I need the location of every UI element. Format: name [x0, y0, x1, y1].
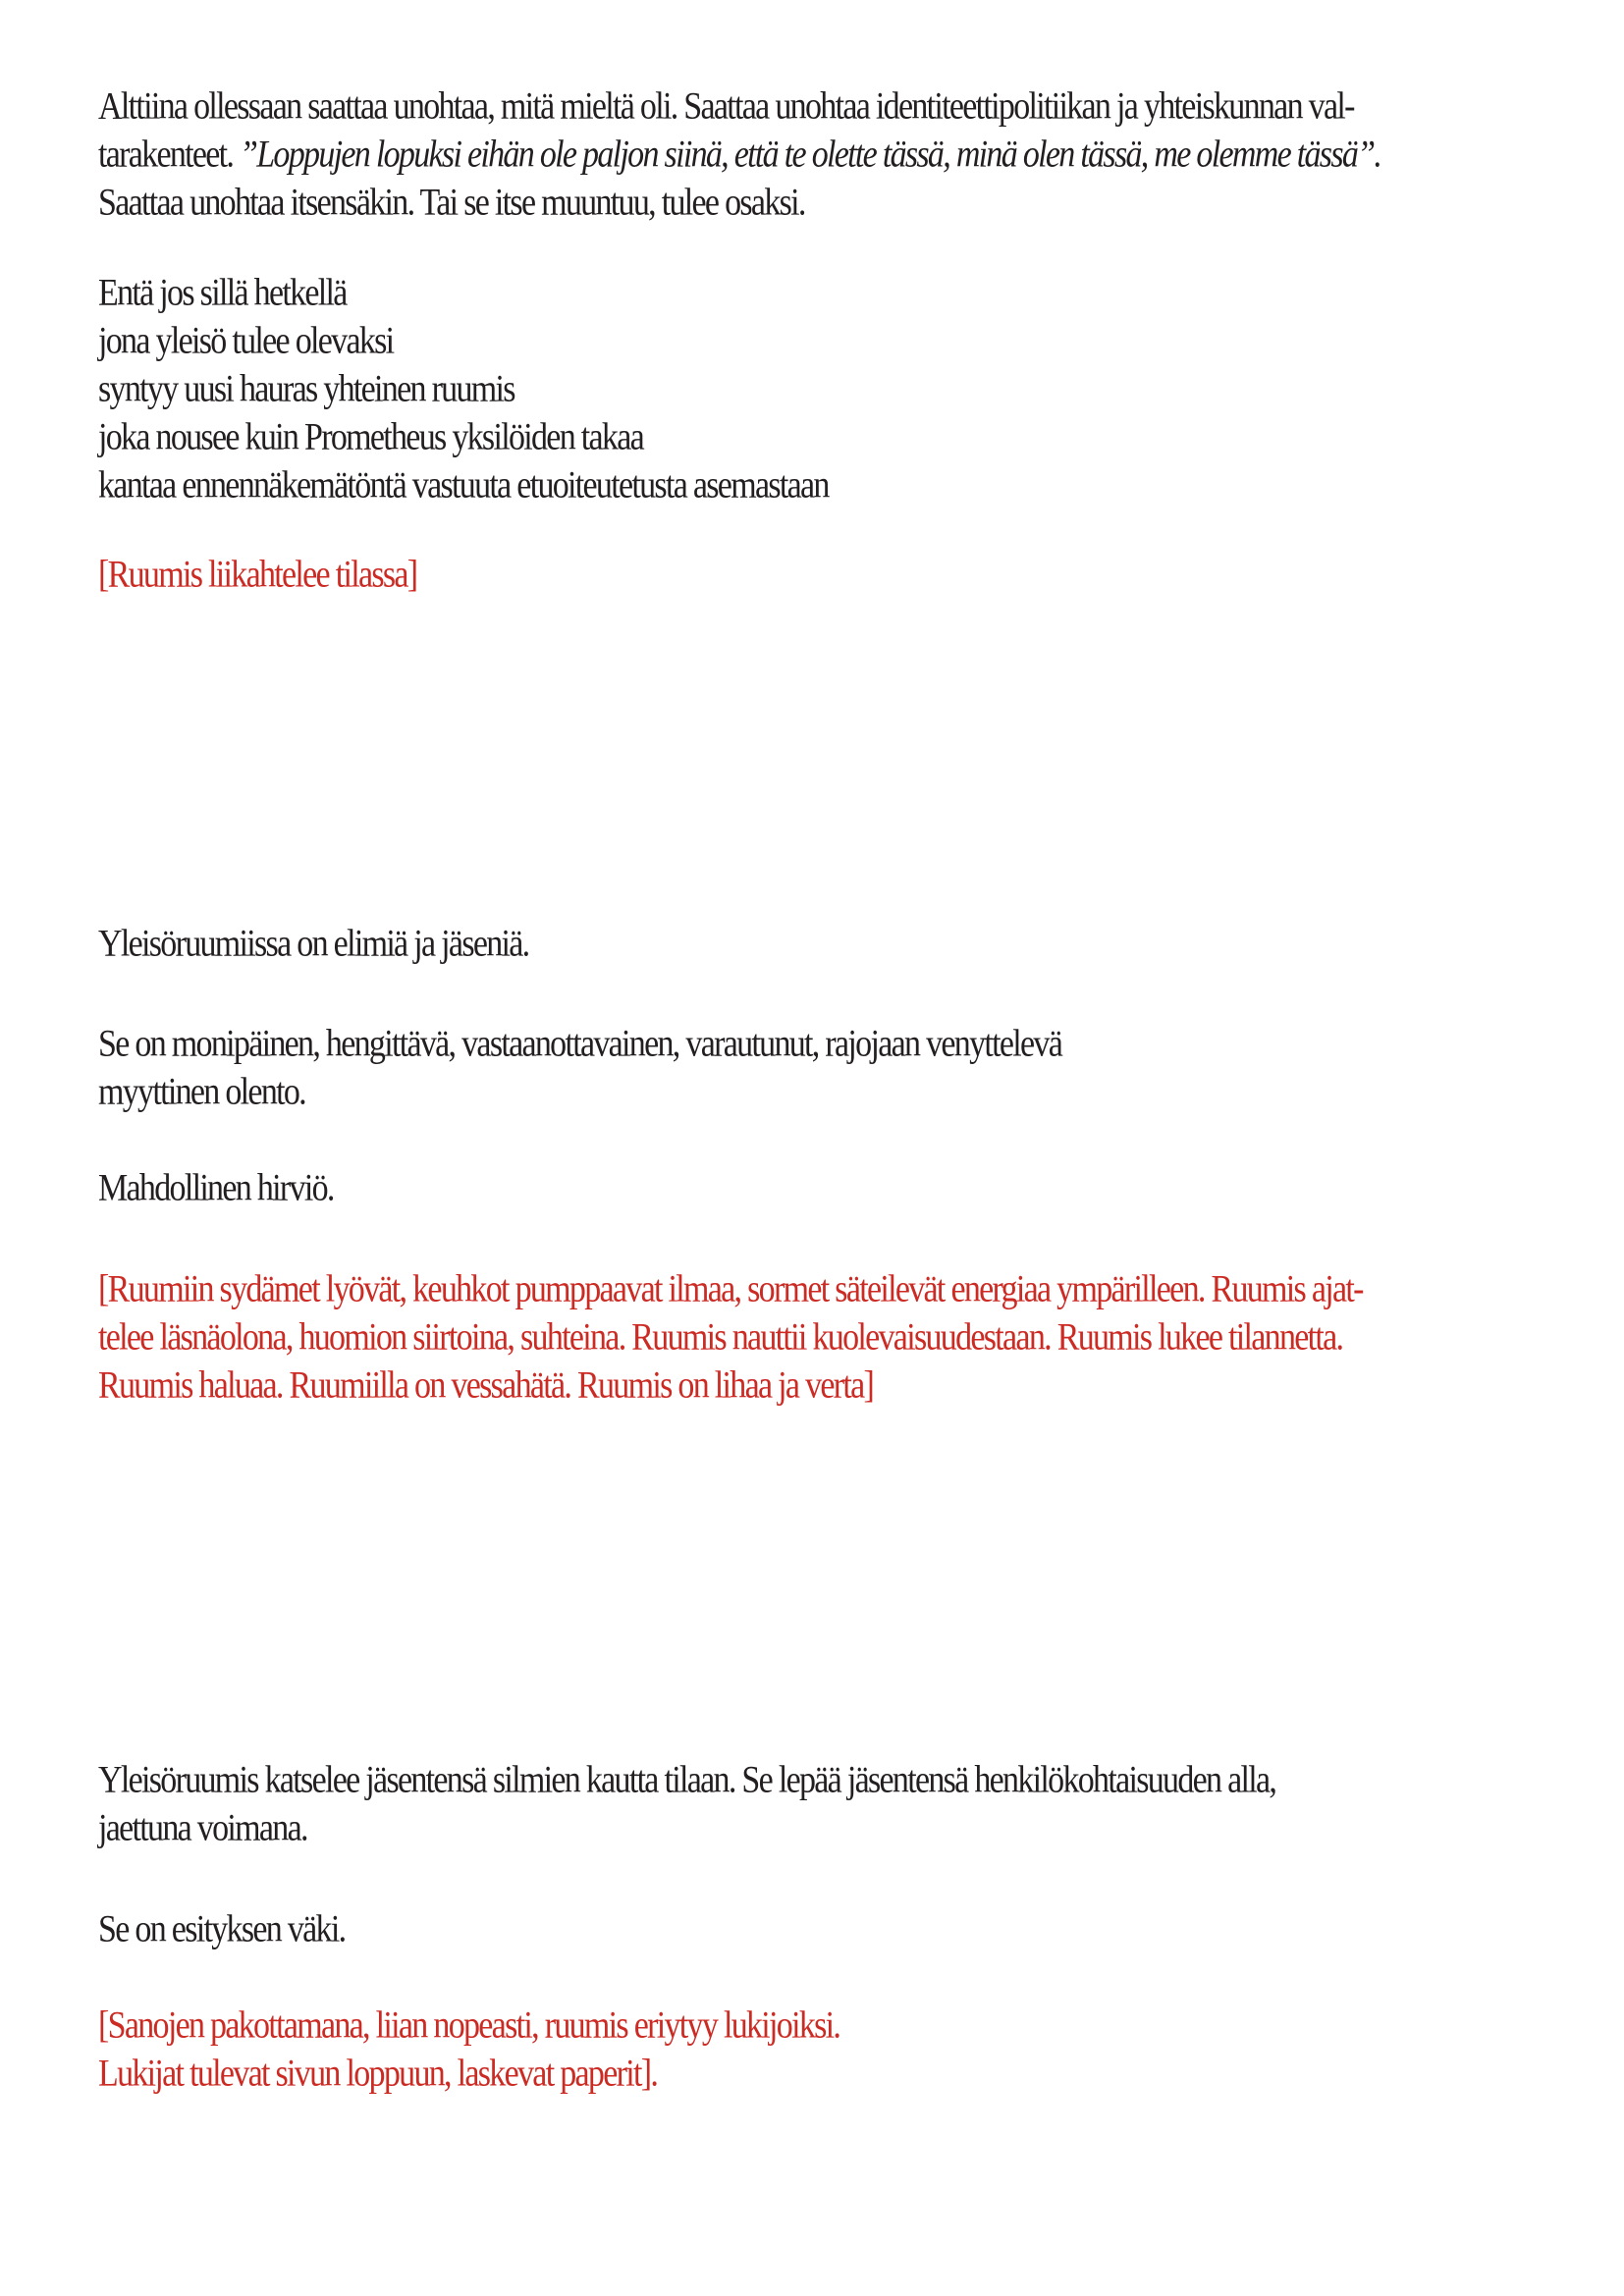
italic-quote: ”Loppujen lopuksi eihän ole paljon siinä, että te olette tässä, minä olen tässä, me olemme tässä”. — [240, 133, 1381, 176]
stage-direction-sanojen-pakottamana — [98, 2002, 1585, 2098]
stage-direction-line: [Sanojen pakottamana, liian nopeasti, ruumis eriytyy lukijoiksi. — [98, 2004, 840, 2047]
paragraph-esityksen-vaki — [98, 1905, 1585, 1953]
text-line: Yleisöruumis katselee jäsentensä silmien kautta tilaan. Se lepää jäsentensä henkilökohtaisuuden alla, — [98, 1759, 1276, 1801]
paragraph-yleisoruumis-katselee — [98, 1756, 1585, 1852]
stage-direction-ruumiin-sydamet — [98, 1265, 1585, 1410]
opening-paragraph — [98, 82, 1585, 227]
text-line: Saattaa unohtaa itsensäkin. Tai se itse muuntuu, tulee osaksi. — [98, 182, 805, 224]
text-line: Alttiina ollessaan saattaa unohtaa, mitä mieltä oli. Saattaa unohtaa identiteettipolitiikan ja yhteiskunnan val- — [98, 85, 1354, 128]
poem-line: syntyy uusi hauras yhteinen ruumis — [98, 368, 514, 410]
text-line: Mahdollinen hirviö. — [98, 1167, 334, 1209]
paragraph-elimia-ja-jasenia — [98, 920, 1585, 968]
poem-line: joka nousee kuin Prometheus yksilöiden takaa — [98, 416, 644, 458]
poem-line: jona yleisö tulee olevaksi — [98, 320, 394, 362]
poem-line: Entä jos sillä hetkellä — [98, 272, 347, 314]
text-line: Se on esityksen väki. — [98, 1908, 346, 1950]
text-line: jaettuna voimana. — [98, 1807, 307, 1849]
paragraph-monipainen-olento — [98, 1020, 1585, 1116]
stage-direction-ruumis-liikahtelee — [98, 551, 1585, 599]
paragraph-mahdollinen-hirvio — [98, 1164, 1585, 1212]
text-segment: tarakenteet. — [98, 133, 241, 176]
stage-direction-line: [Ruumis liikahtelee tilassa] — [98, 554, 417, 596]
stage-direction-line: telee läsnäolona, huomion siirtoina, suhteina. Ruumis nauttii kuolevaisuudestaan. Ruumis lukee tilannetta. — [98, 1316, 1343, 1359]
stage-direction-line: Lukijat tulevat sivun loppuun, laskevat paperit]. — [98, 2053, 658, 2095]
poem-line: kantaa ennennäkemätöntä vastuuta etuoiteutetusta asemastaan — [98, 464, 829, 507]
text-line: Yleisöruumiissa on elimiä ja jäseniä. — [98, 923, 529, 965]
text-line: Se on monipäinen, hengittävä, vastaanottavainen, varautunut, rajojaan venyttelevä — [98, 1023, 1062, 1065]
stage-direction-line: Ruumis haluaa. Ruumiilla on vessahätä. Ruumis on lihaa ja verta] — [98, 1364, 874, 1407]
poem-stanza — [98, 269, 1585, 509]
text-line: myyttinen olento. — [98, 1071, 305, 1113]
stage-direction-line: [Ruumiin sydämet lyövät, keuhkot pumppaavat ilmaa, sormet säteilevät energiaa ympärilleen. Ruumis ajat- — [98, 1268, 1363, 1310]
